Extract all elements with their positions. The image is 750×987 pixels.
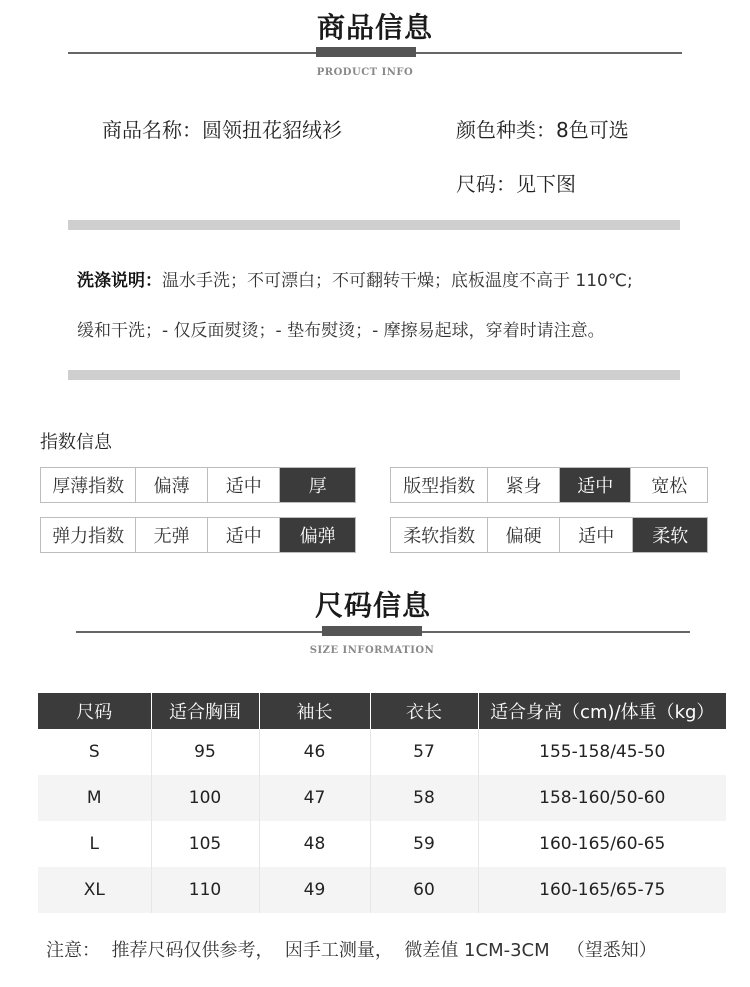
index-option: 偏薄 (136, 468, 208, 502)
header-cell: 适合身高（cm)/体重（kg） (478, 693, 726, 729)
index-elasticity (40, 517, 356, 553)
care-label: 洗涤说明： (77, 271, 162, 291)
table-row (38, 775, 726, 821)
index-fit (390, 467, 708, 503)
table-cell: 158-160/50-60 (478, 775, 726, 821)
header-cell: 衣长 (370, 693, 478, 729)
product-size-ref: 尺码：见下图 (456, 172, 576, 196)
table-cell: S (38, 729, 151, 775)
size-info-bar (322, 626, 422, 636)
size-info-title: 尺码信息 (314, 589, 431, 622)
index-thickness (40, 467, 356, 503)
table-cell: XL (38, 867, 151, 913)
index-option: 适中 (208, 518, 281, 552)
index-label: 柔软指数 (391, 518, 488, 552)
table-cell: 47 (259, 775, 370, 821)
band-bottom (68, 370, 680, 380)
table-cell: 160-165/65-75 (478, 867, 726, 913)
table-row (38, 729, 726, 775)
table-cell: 57 (370, 729, 478, 775)
table-row (38, 867, 726, 913)
product-colors: 颜色种类：8色可选 (456, 118, 629, 142)
table-cell: 46 (259, 729, 370, 775)
table-cell: L (38, 821, 151, 867)
size-note: 注意： 推荐尺码仅供参考， 因手工测量， 微差值 1CM-3CM （望悉知） (46, 940, 657, 961)
index-option: 无弹 (136, 518, 208, 552)
care-line-2: 缓和干洗；- 仅反面熨烫；- 垫布熨烫；- 摩擦易起球，穿着时请注意。 (77, 321, 605, 341)
table-cell: 59 (370, 821, 478, 867)
size-table-header (38, 693, 726, 729)
index-title: 指数信息 (40, 432, 112, 453)
header-cell: 尺码 (38, 693, 151, 729)
table-cell: 110 (151, 867, 259, 913)
index-label: 厚薄指数 (41, 468, 136, 502)
index-option-selected: 柔软 (633, 518, 707, 552)
table-cell: 60 (370, 867, 478, 913)
index-label: 版型指数 (391, 468, 488, 502)
index-label: 弹力指数 (41, 518, 136, 552)
table-row (38, 821, 726, 867)
index-option: 宽松 (651, 476, 688, 497)
table-cell: 49 (259, 867, 370, 913)
band-top (68, 220, 680, 230)
table-cell: 95 (151, 729, 259, 775)
care-line-1 (77, 266, 717, 291)
index-option-selected: 偏弹 (280, 518, 355, 552)
index-softness (390, 517, 708, 553)
index-option: 适中 (560, 518, 634, 552)
care-text-1: 温水手洗；不可漂白；不可翻转干燥；底板温度不高于 110℃; (162, 271, 633, 291)
index-option: 紧身 (488, 468, 560, 502)
product-info-subtitle: PRODUCT INFO (316, 67, 414, 78)
size-table (38, 693, 726, 913)
index-option-selected: 厚 (280, 468, 355, 502)
table-cell: 105 (151, 821, 259, 867)
header-cell: 适合胸围 (151, 693, 259, 729)
table-cell: 58 (370, 775, 478, 821)
size-info-subtitle: SIZE INFORMATION (309, 645, 435, 656)
table-cell: M (38, 775, 151, 821)
table-cell: 160-165/60-65 (539, 834, 666, 854)
index-option: 适中 (208, 468, 281, 502)
product-info-title: 商品信息 (316, 11, 433, 44)
index-option: 偏硬 (488, 518, 560, 552)
index-option-selected: 适中 (560, 468, 632, 502)
table-cell: 100 (151, 775, 259, 821)
product-name: 商品名称：圆领扭花貂绒衫 (102, 118, 342, 142)
table-cell: 48 (259, 821, 370, 867)
table-cell: 155-158/45-50 (539, 742, 666, 762)
header-cell: 袖长 (259, 693, 370, 729)
product-info-bar (316, 47, 416, 57)
